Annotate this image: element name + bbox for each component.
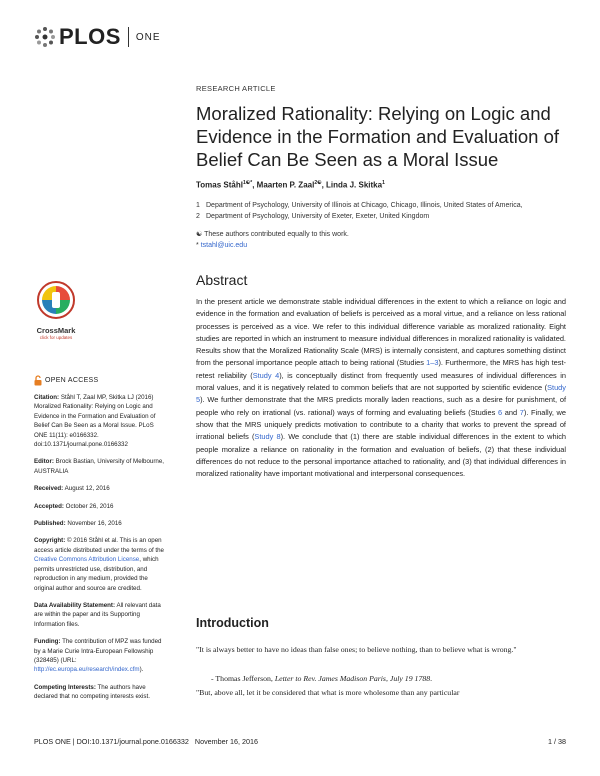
abstract-text: ). We further demonstrate that the MRS predicts morally laden reactions, such as a desire for punishment, of people who rely on irrational (vs. rational) ways of forming and evaluating beliefs (Studies xyxy=(196,395,566,417)
logo-journal: ONE xyxy=(135,31,161,43)
footer-citation: PLOS ONE | DOI:10.1371/journal.pone.0166332 November 16, 2016 xyxy=(34,737,259,746)
equal-contribution-note xyxy=(196,229,349,240)
competing-interests-text: The authors have declared that no competing interests exist. xyxy=(34,683,150,701)
quote-attribution xyxy=(211,673,432,684)
data-availability-text: All relevant data are within the paper and its Supporting Information files. xyxy=(34,601,161,628)
study-link[interactable]: 6 xyxy=(498,407,503,417)
crossmark-sub: click for updates xyxy=(39,335,73,340)
editor-text: Brock Bastian, University of Melbourne, AUSTRALIA xyxy=(34,458,164,475)
journal-logo[interactable] xyxy=(34,24,161,50)
affiliation-number: 1 xyxy=(196,202,200,209)
crossmark-badge[interactable] xyxy=(34,280,78,340)
affiliations xyxy=(196,200,523,222)
equal-contribution-icon: ☯ xyxy=(196,231,203,238)
editor-block xyxy=(34,457,164,476)
competing-interests-block xyxy=(34,683,164,702)
page-footer xyxy=(34,737,566,746)
affiliation-text: Department of Psychology, University of Exeter, Exeter, United Kingdom xyxy=(206,213,430,220)
attribution-source: Letter to Rev. James Madison Paris, July 19 1788 xyxy=(274,674,431,683)
published-block xyxy=(34,519,164,528)
introduction-heading: Introduction xyxy=(196,616,269,630)
author-list: Tomas Ståhl$^{1☯*}$, Maarten P. Zaal$^{2☯}$, Linda J. Skitka$^1$ xyxy=(196,180,385,190)
crossmark-icon xyxy=(36,280,76,320)
open-lock-icon xyxy=(34,375,42,386)
copyright-text-end: , which permits unrestricted use, distribution, and reproduction in any medium, provided the original author and source are credited. xyxy=(34,556,159,592)
received-block xyxy=(34,484,164,493)
affiliation-item xyxy=(196,211,523,222)
open-access-label: OPEN ACCESS xyxy=(45,376,99,384)
epigraph-quote xyxy=(196,687,551,698)
page-number: 1 / 38 xyxy=(548,737,566,746)
attribution-suffix: . xyxy=(430,674,433,683)
funding-link[interactable]: http://ec.europa.eu/research/index.cfm xyxy=(34,666,140,674)
author-name[interactable]: Maarten P. Zaal xyxy=(256,180,315,190)
open-access-badge xyxy=(34,375,164,386)
received-date: August 12, 2016 xyxy=(64,485,110,493)
author-marks: 1☯* xyxy=(242,180,253,186)
study-link[interactable]: 7 xyxy=(519,407,524,417)
author-name[interactable]: Tomas Ståhl xyxy=(196,180,243,190)
editor-label: Editor: xyxy=(34,458,54,466)
citation-block xyxy=(34,393,164,449)
study-link[interactable]: 1–3 xyxy=(426,358,439,368)
abstract-text: ). Furthermore, the MRS has high test-retest reliability ( xyxy=(196,358,566,380)
data-availability-label: Data Availability Statement: xyxy=(34,601,116,609)
accepted-label: Accepted: xyxy=(34,502,64,510)
logo-brand: PLOS xyxy=(59,24,121,49)
article-type: RESEARCH ARTICLE xyxy=(196,84,276,93)
copyright-block xyxy=(34,536,164,592)
asterisk-mark: * xyxy=(196,242,199,249)
abstract-text: ). Finally, we show that the MRS uniquely predicts motivation to contribute to a charity that works to prevent the spread of irrational beliefs ( xyxy=(196,407,566,442)
author-notes xyxy=(196,229,349,251)
published-label: Published: xyxy=(34,520,66,528)
copyright-label: Copyright: xyxy=(34,537,66,545)
crossmark-label: CrossMark xyxy=(36,326,76,335)
accepted-date: October 26, 2016 xyxy=(65,502,114,510)
copyright-text: © 2016 Ståhl et al. This is an open access article distributed under the terms of the xyxy=(34,537,165,554)
plos-dots-icon xyxy=(34,26,56,48)
affiliation-item xyxy=(196,200,523,211)
funding-text-end: ). xyxy=(139,666,144,674)
quote-text: "But, above all, let it be considered that what is more wholesome than any particular xyxy=(196,688,460,697)
citation-text: Ståhl T, Zaal MP, Skitka LJ (2016) Moralized Rationality: Relying on Logic and Evidence in the Formation and Evaluation of Belief Can Be Seen as a Moral Issue. PLoS ONE 11(11): e0166332. doi:10.1371/journal.pone.0166332 xyxy=(34,394,156,449)
received-label: Received: xyxy=(34,485,64,493)
license-link[interactable]: Creative Commons Attribution License xyxy=(34,556,140,564)
equal-contribution-text: These authors contributed equally to this work. xyxy=(204,231,349,238)
citation-label: Citation: xyxy=(34,394,60,401)
accepted-block xyxy=(34,502,164,511)
abstract-text: and xyxy=(502,407,520,417)
study-link[interactable]: Study 5 xyxy=(196,383,566,405)
attribution-prefix: - Thomas Jefferson, xyxy=(211,674,275,683)
logo-divider xyxy=(128,27,129,47)
article-sidebar xyxy=(34,375,164,710)
abstract-text: ). We conclude that (1) there are stable individual differences in the extent to which people moralize a reliance on rationality in the formation and evaluation of beliefs, (2) that these individual differences do not reduce to the personal importance attached to rationality, and (3) that individual differences in moralized rationality have important motivational and interpersonal consequences. xyxy=(196,432,566,479)
quote-text: "It is always better to have no ideas than false ones; to believe nothing, than to believe what is wrong." xyxy=(196,645,517,654)
affiliation-number: 2 xyxy=(196,213,200,220)
competing-interests-label: Competing Interests: xyxy=(34,683,96,691)
author-marks: 1 xyxy=(382,180,385,186)
author-marks: 2☯ xyxy=(314,180,322,186)
funding-block xyxy=(34,637,164,675)
email-link[interactable]: tstahl@uic.edu xyxy=(200,242,248,249)
epigraph-quote xyxy=(196,644,551,655)
abstract-body xyxy=(196,296,566,480)
published-date: November 16, 2016 xyxy=(67,520,122,528)
study-link[interactable]: Study 8 xyxy=(254,432,281,442)
abstract-text: In the present article we demonstrate stable individual differences in the extent to which a reliance on logic and evidence in the formation and evaluation of beliefs is perceived as a moral virtue, and a reliance on less rational processes is perceived as a vice. We refer to this individual difference variable as moralized rationality. Eight studies are reported in which an instrument to measure individual differences in moralized rationality is validated. Results show that the Moralized Rationality Scale (MRS) is internally consistent, and captures something distinct from the personal importance people attach to being rational (Studies xyxy=(196,297,566,368)
data-availability-block xyxy=(34,601,164,629)
abstract-text: ), is conceptually distinct from frequently used measures of individual differences in moral values, and it is negatively related to common beliefs that are not supported by scientific evidence ( xyxy=(196,370,566,393)
article-title: Moralized Rationality: Relying on Logic and Evidence in the Formation and Evaluation of Belief Can Be Seen as a Moral Issue xyxy=(196,103,560,170)
funding-text: The contribution of MPZ was funded by a Marie Curie Intra-European Fellowship (328485) (URL: xyxy=(34,638,162,664)
author-name[interactable]: Linda J. Skitka xyxy=(326,180,383,190)
abstract-heading: Abstract xyxy=(196,272,248,288)
funding-label: Funding: xyxy=(34,638,61,646)
study-link[interactable]: Study 4 xyxy=(252,370,280,380)
affiliation-text: Department of Psychology, University of Illinois at Chicago, Chicago, Illinois, United States of America, xyxy=(206,202,523,209)
corresponding-email xyxy=(196,240,349,251)
